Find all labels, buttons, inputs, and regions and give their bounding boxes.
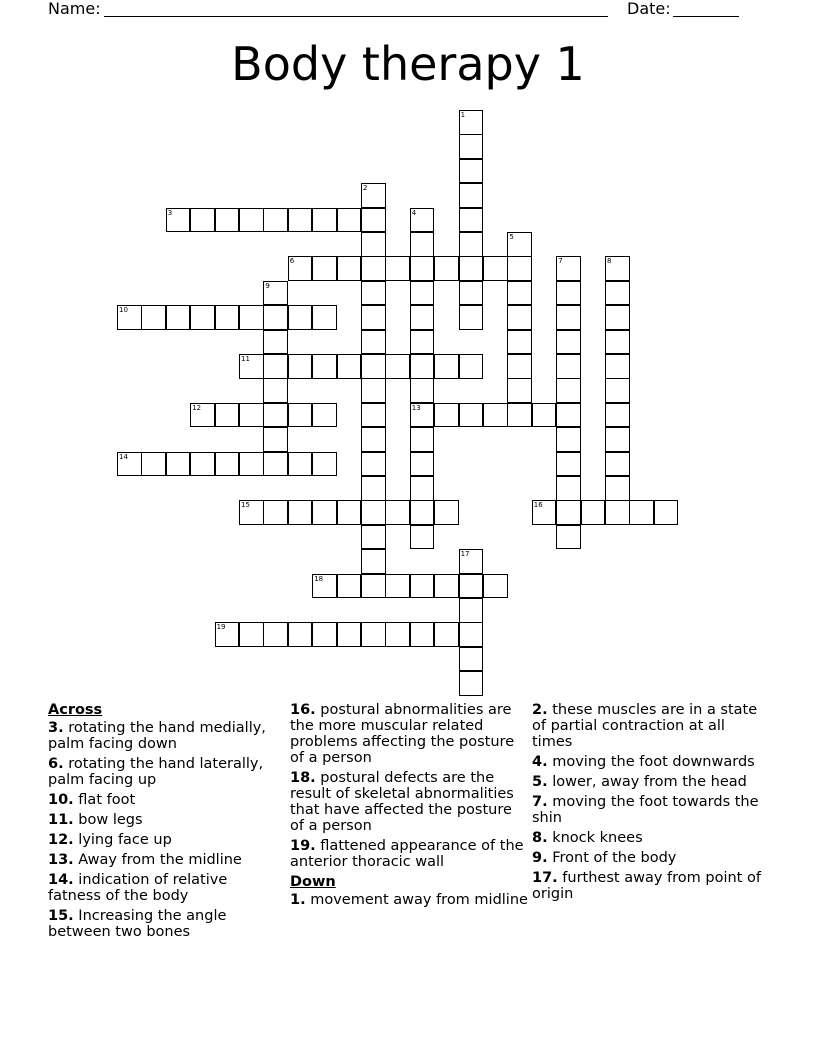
grid-cell[interactable] xyxy=(507,256,532,281)
cell-number: 4 xyxy=(411,208,417,217)
grid-cell[interactable] xyxy=(507,232,532,257)
grid-cell[interactable] xyxy=(288,403,313,428)
grid-cell[interactable] xyxy=(410,256,435,281)
cell-number: 12 xyxy=(192,403,202,412)
grid-cell[interactable] xyxy=(288,622,313,647)
grid-cell[interactable] xyxy=(288,208,313,233)
grid-cell[interactable] xyxy=(239,500,264,525)
grid-cell[interactable] xyxy=(166,208,191,233)
grid-cell[interactable] xyxy=(361,525,386,550)
clue-across: 15. Increasing the angle between two bones xyxy=(48,908,227,940)
cell-number: 10 xyxy=(119,306,128,315)
grid-cell[interactable] xyxy=(361,305,386,330)
grid-cell[interactable] xyxy=(190,305,215,330)
puzzle-title: Body therapy 1 xyxy=(231,37,585,91)
cell-number: 18 xyxy=(314,574,324,583)
grid-cell[interactable] xyxy=(410,525,435,550)
grid-cell[interactable] xyxy=(507,305,532,330)
grid-cell[interactable] xyxy=(190,452,215,477)
cell-number: 15 xyxy=(241,501,250,510)
grid-cell[interactable] xyxy=(263,378,288,403)
clue-across: 14. indication of relative fatness of the body xyxy=(48,872,228,904)
grid-cell[interactable] xyxy=(385,574,410,599)
grid-cell[interactable] xyxy=(263,208,288,233)
grid-cell[interactable] xyxy=(166,305,191,330)
grid-cell[interactable] xyxy=(410,232,435,257)
grid-cell[interactable] xyxy=(337,354,362,379)
grid-cell[interactable] xyxy=(263,305,288,330)
grid-cell[interactable] xyxy=(459,232,484,257)
grid-cell[interactable] xyxy=(459,622,484,647)
grid-cell[interactable] xyxy=(556,330,581,355)
grid-cell[interactable] xyxy=(312,256,337,281)
grid-cell[interactable] xyxy=(361,452,386,477)
grid-cell[interactable] xyxy=(434,256,459,281)
grid-cell[interactable] xyxy=(337,208,362,233)
grid-cell[interactable] xyxy=(654,500,679,525)
grid-cell[interactable] xyxy=(556,281,581,306)
clue-across: 13. Away from the midline xyxy=(48,852,242,868)
grid-cell[interactable] xyxy=(410,208,435,233)
grid-cell[interactable] xyxy=(288,256,313,281)
grid-cell[interactable] xyxy=(361,549,386,574)
grid-cell[interactable] xyxy=(361,354,386,379)
grid-cell[interactable] xyxy=(556,476,581,501)
grid-cell[interactable] xyxy=(556,500,581,525)
grid-cell[interactable] xyxy=(312,574,337,599)
grid-cell[interactable] xyxy=(605,330,630,355)
grid-cell[interactable] xyxy=(239,305,264,330)
grid-cell[interactable] xyxy=(605,256,630,281)
cell-number: 11 xyxy=(241,355,250,363)
grid-cell[interactable] xyxy=(312,354,337,379)
clues-column-1 xyxy=(48,702,280,944)
clue-across: 3. rotating the hand medially, palm facing down xyxy=(48,720,266,752)
grid-cell[interactable] xyxy=(532,403,557,428)
cell-number: 13 xyxy=(411,403,421,412)
clue-down: 1. movement away from midline xyxy=(290,892,528,908)
grid-cell[interactable] xyxy=(507,403,532,428)
cell-number: 19 xyxy=(216,623,226,632)
grid-cell[interactable] xyxy=(239,452,264,477)
grid-cell[interactable] xyxy=(239,403,264,428)
grid-cell[interactable] xyxy=(556,354,581,379)
grid-cell[interactable] xyxy=(410,427,435,452)
grid-cell[interactable] xyxy=(288,500,313,525)
grid-cell[interactable] xyxy=(385,500,410,525)
grid-cell[interactable] xyxy=(361,183,386,208)
clue-down: 5. lower, away from the head xyxy=(532,774,747,790)
cell-number: 3 xyxy=(167,208,173,217)
grid-cell[interactable] xyxy=(581,500,606,525)
grid-cell[interactable] xyxy=(410,305,435,330)
grid-cell[interactable] xyxy=(385,622,410,647)
grid-cell[interactable] xyxy=(556,378,581,403)
grid-cell[interactable] xyxy=(556,427,581,452)
grid-cell[interactable] xyxy=(556,305,581,330)
cell-number: 2 xyxy=(363,184,368,193)
grid-cell[interactable] xyxy=(239,622,264,647)
grid-cell[interactable] xyxy=(410,476,435,501)
cell-number: 6 xyxy=(289,257,295,266)
grid-cell[interactable] xyxy=(459,110,484,135)
clues-column-3 xyxy=(532,702,768,906)
grid-cell[interactable] xyxy=(605,452,630,477)
grid-cell[interactable] xyxy=(507,354,532,379)
grid-cell[interactable] xyxy=(312,500,337,525)
grid-cell[interactable] xyxy=(288,305,313,330)
grid-cell[interactable] xyxy=(117,305,142,330)
grid-cell[interactable] xyxy=(459,134,484,159)
grid-cell[interactable] xyxy=(629,500,654,525)
grid-cell[interactable] xyxy=(459,256,484,281)
cell-number: 17 xyxy=(460,550,470,559)
grid-cell[interactable] xyxy=(507,281,532,306)
grid-cell[interactable] xyxy=(556,452,581,477)
grid-cell[interactable] xyxy=(410,452,435,477)
grid-cell[interactable] xyxy=(239,354,264,379)
grid-cell[interactable] xyxy=(434,354,459,379)
grid-cell[interactable] xyxy=(312,305,337,330)
across-heading: Across xyxy=(48,702,103,718)
grid-cell[interactable] xyxy=(190,403,215,428)
grid-cell[interactable] xyxy=(459,281,484,306)
grid-cell[interactable] xyxy=(434,574,459,599)
grid-cell[interactable] xyxy=(215,208,240,233)
clue-across: 18. postural defects are the result of skeletal abnormalities that have affected the posture of a person xyxy=(290,770,514,834)
grid-cell[interactable] xyxy=(410,281,435,306)
grid-cell[interactable] xyxy=(215,305,240,330)
grid-cell[interactable] xyxy=(410,330,435,355)
grid-cell[interactable] xyxy=(605,403,630,428)
grid-cell[interactable] xyxy=(434,622,459,647)
grid-cell[interactable] xyxy=(507,330,532,355)
grid-cell[interactable] xyxy=(410,622,435,647)
grid-cell[interactable] xyxy=(166,452,191,477)
grid-cell[interactable] xyxy=(361,403,386,428)
grid-cell[interactable] xyxy=(605,427,630,452)
grid-cell[interactable] xyxy=(263,427,288,452)
grid-cell[interactable] xyxy=(459,647,484,672)
clue-down: 9. Front of the body xyxy=(532,850,677,866)
grid-cell[interactable] xyxy=(361,256,386,281)
grid-cell[interactable] xyxy=(337,500,362,525)
grid-cell[interactable] xyxy=(361,208,386,233)
grid-cell[interactable] xyxy=(361,378,386,403)
grid-cell[interactable] xyxy=(337,256,362,281)
clue-down: 4. moving the foot downwards xyxy=(532,754,755,770)
grid-cell[interactable] xyxy=(459,403,484,428)
grid-cell[interactable] xyxy=(459,671,484,696)
grid-cell[interactable] xyxy=(459,598,484,623)
grid-cell[interactable] xyxy=(459,549,484,574)
grid-cell[interactable] xyxy=(312,403,337,428)
grid-cell[interactable] xyxy=(532,500,557,525)
grid-cell[interactable] xyxy=(190,208,215,233)
clue-across: 10. flat foot xyxy=(48,792,136,808)
clue-across: 12. lying face up xyxy=(48,832,172,848)
grid-cell[interactable] xyxy=(141,305,166,330)
clue-down: 8. knock knees xyxy=(532,830,643,846)
grid-cell[interactable] xyxy=(288,354,313,379)
cell-number: 1 xyxy=(460,111,466,119)
grid-cell[interactable] xyxy=(312,452,337,477)
grid-cell[interactable] xyxy=(605,476,630,501)
grid-cell[interactable] xyxy=(263,281,288,306)
grid-cell[interactable] xyxy=(410,574,435,599)
grid-cell[interactable] xyxy=(605,500,630,525)
grid-cell[interactable] xyxy=(434,500,459,525)
grid-cell[interactable] xyxy=(263,403,288,428)
clues-column-2 xyxy=(290,702,528,912)
grid-cell[interactable] xyxy=(263,330,288,355)
grid-cell[interactable] xyxy=(385,256,410,281)
grid-cell[interactable] xyxy=(483,403,508,428)
grid-cell[interactable] xyxy=(361,574,386,599)
clue-across: 16. postural abnormalities are the more muscular related problems affecting the posture of a person xyxy=(290,702,515,766)
grid-cell[interactable] xyxy=(141,452,166,477)
grid-cell[interactable] xyxy=(263,622,288,647)
grid-cell[interactable] xyxy=(605,354,630,379)
grid-cell[interactable] xyxy=(312,622,337,647)
grid-cell[interactable] xyxy=(605,305,630,330)
clue-down: 7. moving the foot towards the shin xyxy=(532,794,759,826)
grid-cell[interactable] xyxy=(263,500,288,525)
cell-number: 7 xyxy=(558,257,563,266)
grid-cell[interactable] xyxy=(117,452,142,477)
grid-cell[interactable] xyxy=(410,403,435,428)
grid-cell[interactable] xyxy=(605,281,630,306)
grid-cell[interactable] xyxy=(410,354,435,379)
grid-cell[interactable] xyxy=(556,403,581,428)
grid-cell[interactable] xyxy=(288,452,313,477)
grid-cell[interactable] xyxy=(361,622,386,647)
grid-cell[interactable] xyxy=(337,622,362,647)
grid-cell[interactable] xyxy=(483,574,508,599)
grid-cell[interactable] xyxy=(410,378,435,403)
down-heading: Down xyxy=(290,874,336,890)
grid-cell[interactable] xyxy=(361,281,386,306)
grid-cell[interactable] xyxy=(507,378,532,403)
grid-cell[interactable] xyxy=(459,183,484,208)
grid-cell[interactable] xyxy=(459,574,484,599)
grid-cell[interactable] xyxy=(410,500,435,525)
name-label: Name: xyxy=(48,0,101,18)
grid-cell[interactable] xyxy=(239,208,264,233)
cell-number: 9 xyxy=(265,281,270,290)
grid-cell[interactable] xyxy=(434,403,459,428)
clue-down: 2. these muscles are in a state of partial contraction at all times xyxy=(532,702,758,750)
grid-cell[interactable] xyxy=(459,208,484,233)
grid-cell[interactable] xyxy=(483,256,508,281)
grid-cell[interactable] xyxy=(361,232,386,257)
grid-cell[interactable] xyxy=(215,403,240,428)
cell-number: 5 xyxy=(509,233,514,241)
cell-number: 14 xyxy=(119,452,128,461)
clue-down: 17. furthest away from point of origin xyxy=(532,870,761,902)
grid-cell[interactable] xyxy=(337,574,362,599)
grid-cell[interactable] xyxy=(215,622,240,647)
grid-cell[interactable] xyxy=(361,330,386,355)
cell-number: 16 xyxy=(533,501,543,510)
grid-cell[interactable] xyxy=(459,305,484,330)
grid-cell[interactable] xyxy=(361,427,386,452)
grid-cell[interactable] xyxy=(459,159,484,184)
cell-number: 8 xyxy=(607,257,612,266)
grid-cell[interactable] xyxy=(215,452,240,477)
grid-cell[interactable] xyxy=(385,354,410,379)
grid-cell[interactable] xyxy=(263,452,288,477)
grid-cell[interactable] xyxy=(459,354,484,379)
grid-cell[interactable] xyxy=(312,208,337,233)
grid-cell[interactable] xyxy=(361,476,386,501)
grid-cell[interactable] xyxy=(556,525,581,550)
grid-cell[interactable] xyxy=(605,378,630,403)
grid-cell[interactable] xyxy=(361,500,386,525)
grid-cell[interactable] xyxy=(556,256,581,281)
clue-across: 11. bow legs xyxy=(48,812,143,828)
date-label: Date: xyxy=(627,0,671,18)
clue-across: 6. rotating the hand laterally, palm facing up xyxy=(48,756,264,788)
clue-across: 19. flattened appearance of the anterior thoracic wall xyxy=(290,838,524,870)
grid-cell[interactable] xyxy=(263,354,288,379)
